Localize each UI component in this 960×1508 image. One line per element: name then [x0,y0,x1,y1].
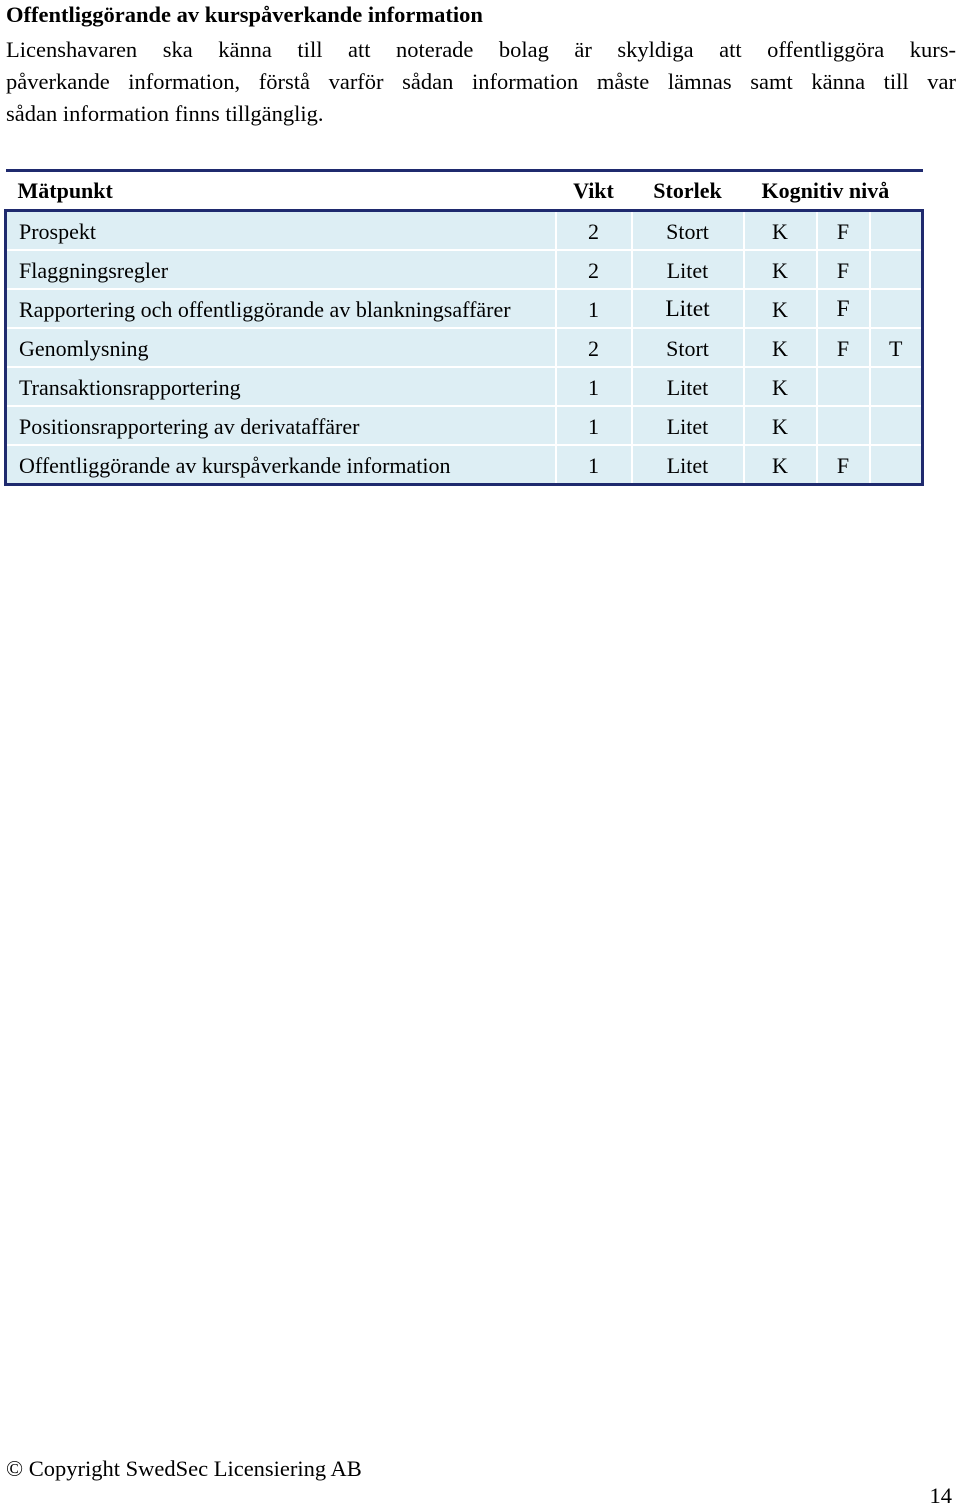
cell-level-k: K [744,289,817,328]
cell-matpunkt: Rapportering och offentliggörande av blankningsaffärer [6,289,556,328]
cell-level-k: K [744,328,817,367]
cell-storlek: Stort [632,328,744,367]
paragraph-line-1: Licenshavaren ska känna till att noterade bolag är skyldiga att offentliggöra kurs- [6,37,956,62]
table-row [6,250,923,289]
cell-level-f [817,406,870,445]
cell-level-t [870,250,923,289]
cell-level-f: F [817,328,870,367]
cell-level-k: K [744,211,817,251]
cell-storlek: Litet [632,445,744,485]
table-row [6,406,923,445]
cell-storlek: Litet [632,367,744,406]
cell-vikt: 1 [556,367,632,406]
copyright-footer: © Copyright SwedSec Licensiering AB [6,1456,362,1481]
cell-vikt: 2 [556,211,632,251]
cell-level-t [870,406,923,445]
cell-level-t: T [870,328,923,367]
page-number: 14 [929,1483,952,1508]
cell-matpunkt: Offentliggörande av kurspåverkande information [6,445,556,485]
cell-level-f: F [817,250,870,289]
cell-matpunkt: Flaggningsregler [6,250,556,289]
cell-matpunkt: Transaktionsrapportering [6,367,556,406]
cell-vikt: 1 [556,406,632,445]
cell-matpunkt: Positionsrapportering av derivataffärer [6,406,556,445]
cell-level-f: F [817,289,870,328]
intro-paragraph [6,34,956,130]
cell-vikt: 1 [556,289,632,328]
cell-storlek: Litet [632,250,744,289]
table-row [6,328,923,367]
cell-level-k: K [744,445,817,485]
cell-storlek: Stort [632,211,744,251]
cell-matpunkt: Genomlysning [6,328,556,367]
paragraph-line-2: påverkande information, förstå varför sådan information måste lämnas samt känna till var [6,69,956,94]
header-kognitiv-niva: Kognitiv nivå [744,171,923,211]
cell-vikt: 2 [556,328,632,367]
cell-level-t [870,211,923,251]
table-row [6,211,923,251]
table-row [6,289,923,328]
cell-matpunkt: Prospekt [6,211,556,251]
header-storlek: Storlek [632,171,744,211]
cell-level-k: K [744,250,817,289]
cell-level-f: F [817,211,870,251]
section-heading: Offentliggörande av kurspåverkande information [6,2,483,27]
cell-vikt: 1 [556,445,632,485]
cell-level-f [817,367,870,406]
cell-vikt: 2 [556,250,632,289]
cell-level-t [870,289,923,328]
table-row [6,445,923,485]
header-vikt: Vikt [556,171,632,211]
matpunkt-table [4,169,924,486]
cell-storlek: Litet [632,289,744,328]
cell-storlek: Litet [632,406,744,445]
cell-level-k: K [744,406,817,445]
cell-level-k: K [744,367,817,406]
paragraph-line-3: sådan information finns tillgänglig. [6,101,324,126]
table-header-row [6,171,923,211]
table-row [6,367,923,406]
cell-level-t [870,367,923,406]
cell-level-f: F [817,445,870,485]
cell-level-t [870,445,923,485]
header-matpunkt: Mätpunkt [6,171,556,211]
